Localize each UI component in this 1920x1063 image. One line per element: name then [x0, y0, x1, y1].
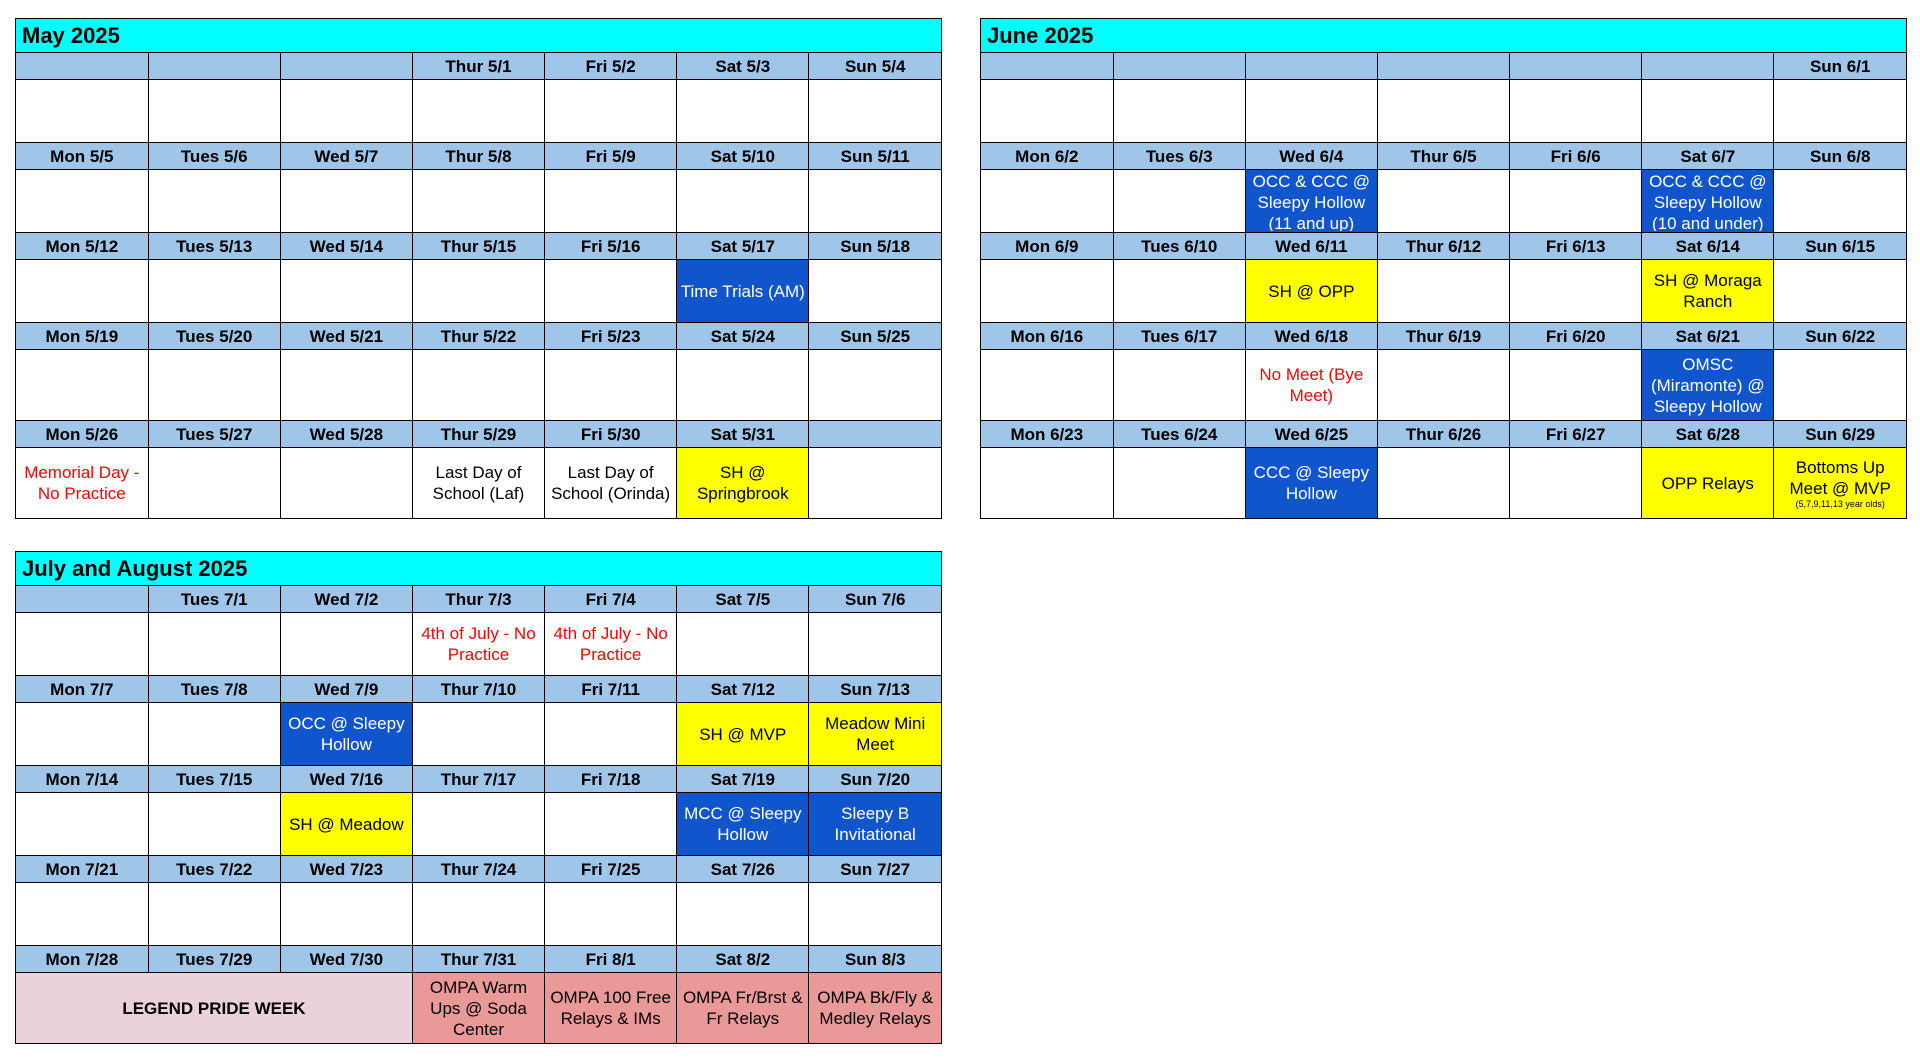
calendar-title: May 2025	[16, 19, 941, 53]
event-4th-of-july: 4th of July - No Practice	[412, 613, 544, 676]
day-header: Sat 7/26	[677, 856, 809, 883]
day-header	[981, 53, 1113, 80]
day-header: Fri 6/20	[1510, 323, 1642, 350]
day-header: Wed 6/11	[1245, 233, 1377, 260]
day-cell	[148, 793, 280, 856]
day-cell	[1113, 170, 1245, 233]
day-header: Thur 5/29	[412, 421, 544, 448]
day-header: Thur 5/1	[412, 53, 544, 80]
day-header: Sun 5/18	[809, 233, 941, 260]
day-header	[280, 53, 412, 80]
day-header	[1245, 53, 1377, 80]
event-time-trials[interactable]: Time Trials (AM)	[677, 260, 809, 323]
day-header: Mon 6/16	[981, 323, 1113, 350]
event-occ-ccc-10-under[interactable]: OCC & CCC @ Sleepy Hollow (10 and under)	[1642, 170, 1774, 233]
event-last-day-orinda: Last Day of School (Orinda)	[545, 448, 677, 519]
day-header: Sun 7/13	[809, 676, 941, 703]
day-header: Fri 7/11	[545, 676, 677, 703]
event-no-meet: No Meet (Bye Meet)	[1245, 350, 1377, 421]
event-ompa-bk-fly-medley[interactable]: OMPA Bk/Fly & Medley Relays	[809, 973, 941, 1044]
calendar-title: June 2025	[981, 19, 1906, 53]
day-cell	[1774, 80, 1906, 143]
day-cell	[148, 80, 280, 143]
day-header: Fri 5/2	[545, 53, 677, 80]
day-cell	[1377, 260, 1509, 323]
day-cell	[809, 260, 941, 323]
day-header: Mon 7/7	[16, 676, 148, 703]
day-header: Tues 7/22	[148, 856, 280, 883]
day-cell	[809, 613, 941, 676]
calendar-june-2025	[980, 18, 1907, 519]
day-header: Sat 5/10	[677, 143, 809, 170]
day-cell	[545, 350, 677, 421]
day-header	[16, 53, 148, 80]
event-4th-of-july: 4th of July - No Practice	[545, 613, 677, 676]
day-cell	[545, 883, 677, 946]
day-cell	[148, 613, 280, 676]
day-header: Mon 6/23	[981, 421, 1113, 448]
day-cell	[280, 350, 412, 421]
event-bottoms-up-meet[interactable]: Bottoms Up Meet @ MVP (5,7,9,11,13 year olds)	[1774, 448, 1906, 519]
day-header: Thur 5/8	[412, 143, 544, 170]
day-header: Tues 7/29	[148, 946, 280, 973]
day-cell	[280, 448, 412, 519]
calendar-july-august-2025	[15, 551, 942, 1044]
day-header	[16, 586, 148, 613]
event-ccc-sleepy-hollow[interactable]: CCC @ Sleepy Hollow	[1245, 448, 1377, 519]
day-cell	[1113, 80, 1245, 143]
day-cell	[545, 260, 677, 323]
day-header: Sat 5/31	[677, 421, 809, 448]
day-cell	[1113, 350, 1245, 421]
day-header: Wed 5/21	[280, 323, 412, 350]
day-cell	[412, 703, 544, 766]
day-header: Mon 7/14	[16, 766, 148, 793]
day-cell	[545, 170, 677, 233]
day-cell	[1377, 350, 1509, 421]
day-header: Sat 6/14	[1642, 233, 1774, 260]
day-cell	[809, 170, 941, 233]
day-cell	[1377, 170, 1509, 233]
day-cell	[148, 883, 280, 946]
day-cell	[677, 613, 809, 676]
day-header: Fri 7/25	[545, 856, 677, 883]
day-cell	[1377, 448, 1509, 519]
day-header: Sun 5/4	[809, 53, 941, 80]
day-cell	[1377, 80, 1509, 143]
event-legend-pride-week[interactable]: LEGEND PRIDE WEEK	[16, 973, 412, 1044]
day-cell	[1510, 260, 1642, 323]
day-header: Fri 5/23	[545, 323, 677, 350]
day-header: Mon 5/26	[16, 421, 148, 448]
day-header: Sun 5/11	[809, 143, 941, 170]
day-cell	[981, 448, 1113, 519]
day-header: Fri 6/6	[1510, 143, 1642, 170]
day-header: Wed 7/9	[280, 676, 412, 703]
day-header: Tues 6/24	[1113, 421, 1245, 448]
day-cell	[412, 350, 544, 421]
day-cell	[16, 613, 148, 676]
day-header: Wed 7/30	[280, 946, 412, 973]
day-cell	[981, 170, 1113, 233]
day-cell	[412, 793, 544, 856]
day-header	[1113, 53, 1245, 80]
day-cell	[677, 350, 809, 421]
day-header: Wed 5/7	[280, 143, 412, 170]
day-header: Tues 5/27	[148, 421, 280, 448]
day-cell	[148, 260, 280, 323]
day-header: Sat 5/3	[677, 53, 809, 80]
day-cell	[677, 80, 809, 143]
day-cell	[1774, 170, 1906, 233]
day-header: Thur 7/10	[412, 676, 544, 703]
calendar-may-2025	[15, 18, 942, 519]
day-header: Sat 7/19	[677, 766, 809, 793]
day-cell	[148, 170, 280, 233]
day-header: Sat 5/24	[677, 323, 809, 350]
day-header: Mon 5/12	[16, 233, 148, 260]
day-cell	[677, 883, 809, 946]
day-cell	[1774, 260, 1906, 323]
day-cell	[16, 793, 148, 856]
day-cell	[1642, 80, 1774, 143]
day-header: Thur 6/19	[1377, 323, 1509, 350]
day-header: Mon 5/19	[16, 323, 148, 350]
day-header: Sun 6/8	[1774, 143, 1906, 170]
day-header: Sat 6/28	[1642, 421, 1774, 448]
day-header: Fri 6/13	[1510, 233, 1642, 260]
day-header: Sat 5/17	[677, 233, 809, 260]
day-header	[1510, 53, 1642, 80]
day-header: Sun 7/20	[809, 766, 941, 793]
day-header: Thur 7/17	[412, 766, 544, 793]
day-cell	[412, 170, 544, 233]
day-header: Sun 7/27	[809, 856, 941, 883]
event-opp-relays[interactable]: OPP Relays	[1642, 448, 1774, 519]
day-cell	[16, 883, 148, 946]
event-last-day-laf: Last Day of School (Laf)	[412, 448, 544, 519]
day-cell	[148, 703, 280, 766]
day-header	[148, 53, 280, 80]
event-sh-mvp[interactable]: SH @ MVP	[677, 703, 809, 766]
day-cell	[1510, 448, 1642, 519]
day-header: Mon 7/21	[16, 856, 148, 883]
day-cell	[1510, 80, 1642, 143]
day-header: Tues 7/8	[148, 676, 280, 703]
day-header: Tues 5/13	[148, 233, 280, 260]
day-header: Fri 6/27	[1510, 421, 1642, 448]
day-header: Sun 5/25	[809, 323, 941, 350]
day-cell	[545, 703, 677, 766]
day-header: Wed 7/2	[280, 586, 412, 613]
day-header: Thur 7/24	[412, 856, 544, 883]
day-header: Tues 7/15	[148, 766, 280, 793]
calendar-grid	[16, 586, 941, 1043]
day-header: Wed 5/28	[280, 421, 412, 448]
day-cell	[981, 260, 1113, 323]
event-meadow-mini-meet[interactable]: Meadow Mini Meet	[809, 703, 941, 766]
day-cell	[809, 448, 941, 519]
day-header	[809, 421, 941, 448]
day-cell	[16, 703, 148, 766]
event-ompa-warm-ups[interactable]: OMPA Warm Ups @ Soda Center	[412, 973, 544, 1044]
day-header: Mon 6/2	[981, 143, 1113, 170]
event-sh-moraga-ranch[interactable]: SH @ Moraga Ranch	[1642, 260, 1774, 323]
day-cell	[677, 170, 809, 233]
day-header: Thur 5/22	[412, 323, 544, 350]
day-cell	[148, 448, 280, 519]
calendar-grid	[981, 53, 1906, 518]
event-occ-ccc-11-up[interactable]: OCC & CCC @ Sleepy Hollow (11 and up)	[1245, 170, 1377, 233]
day-header: Mon 7/28	[16, 946, 148, 973]
day-header: Thur 7/31	[412, 946, 544, 973]
day-header	[1642, 53, 1774, 80]
day-header	[1377, 53, 1509, 80]
event-omsc-sleepy-hollow[interactable]: OMSC (Miramonte) @ Sleepy Hollow	[1642, 350, 1774, 421]
day-header: Sun 6/15	[1774, 233, 1906, 260]
day-header: Tues 7/1	[148, 586, 280, 613]
day-header: Tues 6/3	[1113, 143, 1245, 170]
day-cell	[16, 80, 148, 143]
day-header: Thur 5/15	[412, 233, 544, 260]
day-header: Thur 7/3	[412, 586, 544, 613]
day-header: Mon 6/9	[981, 233, 1113, 260]
day-cell	[981, 80, 1113, 143]
day-header: Tues 5/6	[148, 143, 280, 170]
day-header: Wed 6/25	[1245, 421, 1377, 448]
day-header: Sat 7/5	[677, 586, 809, 613]
day-header: Wed 6/4	[1245, 143, 1377, 170]
day-cell	[280, 260, 412, 323]
day-cell	[545, 80, 677, 143]
day-cell	[148, 350, 280, 421]
day-cell	[1245, 80, 1377, 143]
day-header: Fri 7/4	[545, 586, 677, 613]
day-header: Sun 6/22	[1774, 323, 1906, 350]
day-header: Thur 6/26	[1377, 421, 1509, 448]
day-header: Fri 7/18	[545, 766, 677, 793]
calendar-grid	[16, 53, 941, 518]
day-cell	[809, 883, 941, 946]
calendar-title: July and August 2025	[16, 552, 941, 586]
day-cell	[16, 170, 148, 233]
event-ompa-100-free-relays[interactable]: OMPA 100 Free Relays & IMs	[545, 973, 677, 1044]
day-cell	[981, 350, 1113, 421]
day-cell	[280, 883, 412, 946]
day-header: Wed 7/16	[280, 766, 412, 793]
day-header: Tues 6/10	[1113, 233, 1245, 260]
day-header: Wed 7/23	[280, 856, 412, 883]
day-cell	[1510, 350, 1642, 421]
day-header: Wed 5/14	[280, 233, 412, 260]
day-header: Sat 7/12	[677, 676, 809, 703]
day-cell	[280, 170, 412, 233]
day-header: Sat 6/7	[1642, 143, 1774, 170]
day-cell	[412, 260, 544, 323]
day-cell	[280, 80, 412, 143]
day-header: Sun 8/3	[809, 946, 941, 973]
age-note: (5,7,9,11,13 year olds)	[1795, 499, 1885, 509]
day-header: Fri 5/16	[545, 233, 677, 260]
day-cell	[16, 350, 148, 421]
day-header: Wed 6/18	[1245, 323, 1377, 350]
event-occ-sleepy-hollow[interactable]: OCC @ Sleepy Hollow	[280, 703, 412, 766]
day-header: Sat 6/21	[1642, 323, 1774, 350]
day-header: Fri 8/1	[545, 946, 677, 973]
day-header: Sat 8/2	[677, 946, 809, 973]
day-header: Sun 6/1	[1774, 53, 1906, 80]
day-header: Tues 5/20	[148, 323, 280, 350]
day-cell	[412, 80, 544, 143]
event-sh-meadow[interactable]: SH @ Meadow	[280, 793, 412, 856]
day-cell	[1113, 448, 1245, 519]
event-sleepy-b-invitational[interactable]: Sleepy B Invitational	[809, 793, 941, 856]
day-cell	[280, 613, 412, 676]
day-cell	[1774, 350, 1906, 421]
day-cell	[545, 793, 677, 856]
day-cell	[1113, 260, 1245, 323]
day-header: Mon 5/5	[16, 143, 148, 170]
event-mcc-sleepy-hollow[interactable]: MCC @ Sleepy Hollow	[677, 793, 809, 856]
day-header: Fri 5/9	[545, 143, 677, 170]
event-ompa-fr-brst-relays[interactable]: OMPA Fr/Brst & Fr Relays	[677, 973, 809, 1044]
day-header: Thur 6/12	[1377, 233, 1509, 260]
day-header: Sun 6/29	[1774, 421, 1906, 448]
event-sh-springbrook[interactable]: SH @ Springbrook	[677, 448, 809, 519]
day-cell	[809, 350, 941, 421]
event-memorial-day: Memorial Day - No Practice	[16, 448, 148, 519]
day-cell	[1510, 170, 1642, 233]
day-header: Fri 5/30	[545, 421, 677, 448]
day-header: Thur 6/5	[1377, 143, 1509, 170]
day-header: Sun 7/6	[809, 586, 941, 613]
day-cell	[16, 260, 148, 323]
day-header: Tues 6/17	[1113, 323, 1245, 350]
day-cell	[412, 883, 544, 946]
event-sh-opp[interactable]: SH @ OPP	[1245, 260, 1377, 323]
day-cell	[809, 80, 941, 143]
